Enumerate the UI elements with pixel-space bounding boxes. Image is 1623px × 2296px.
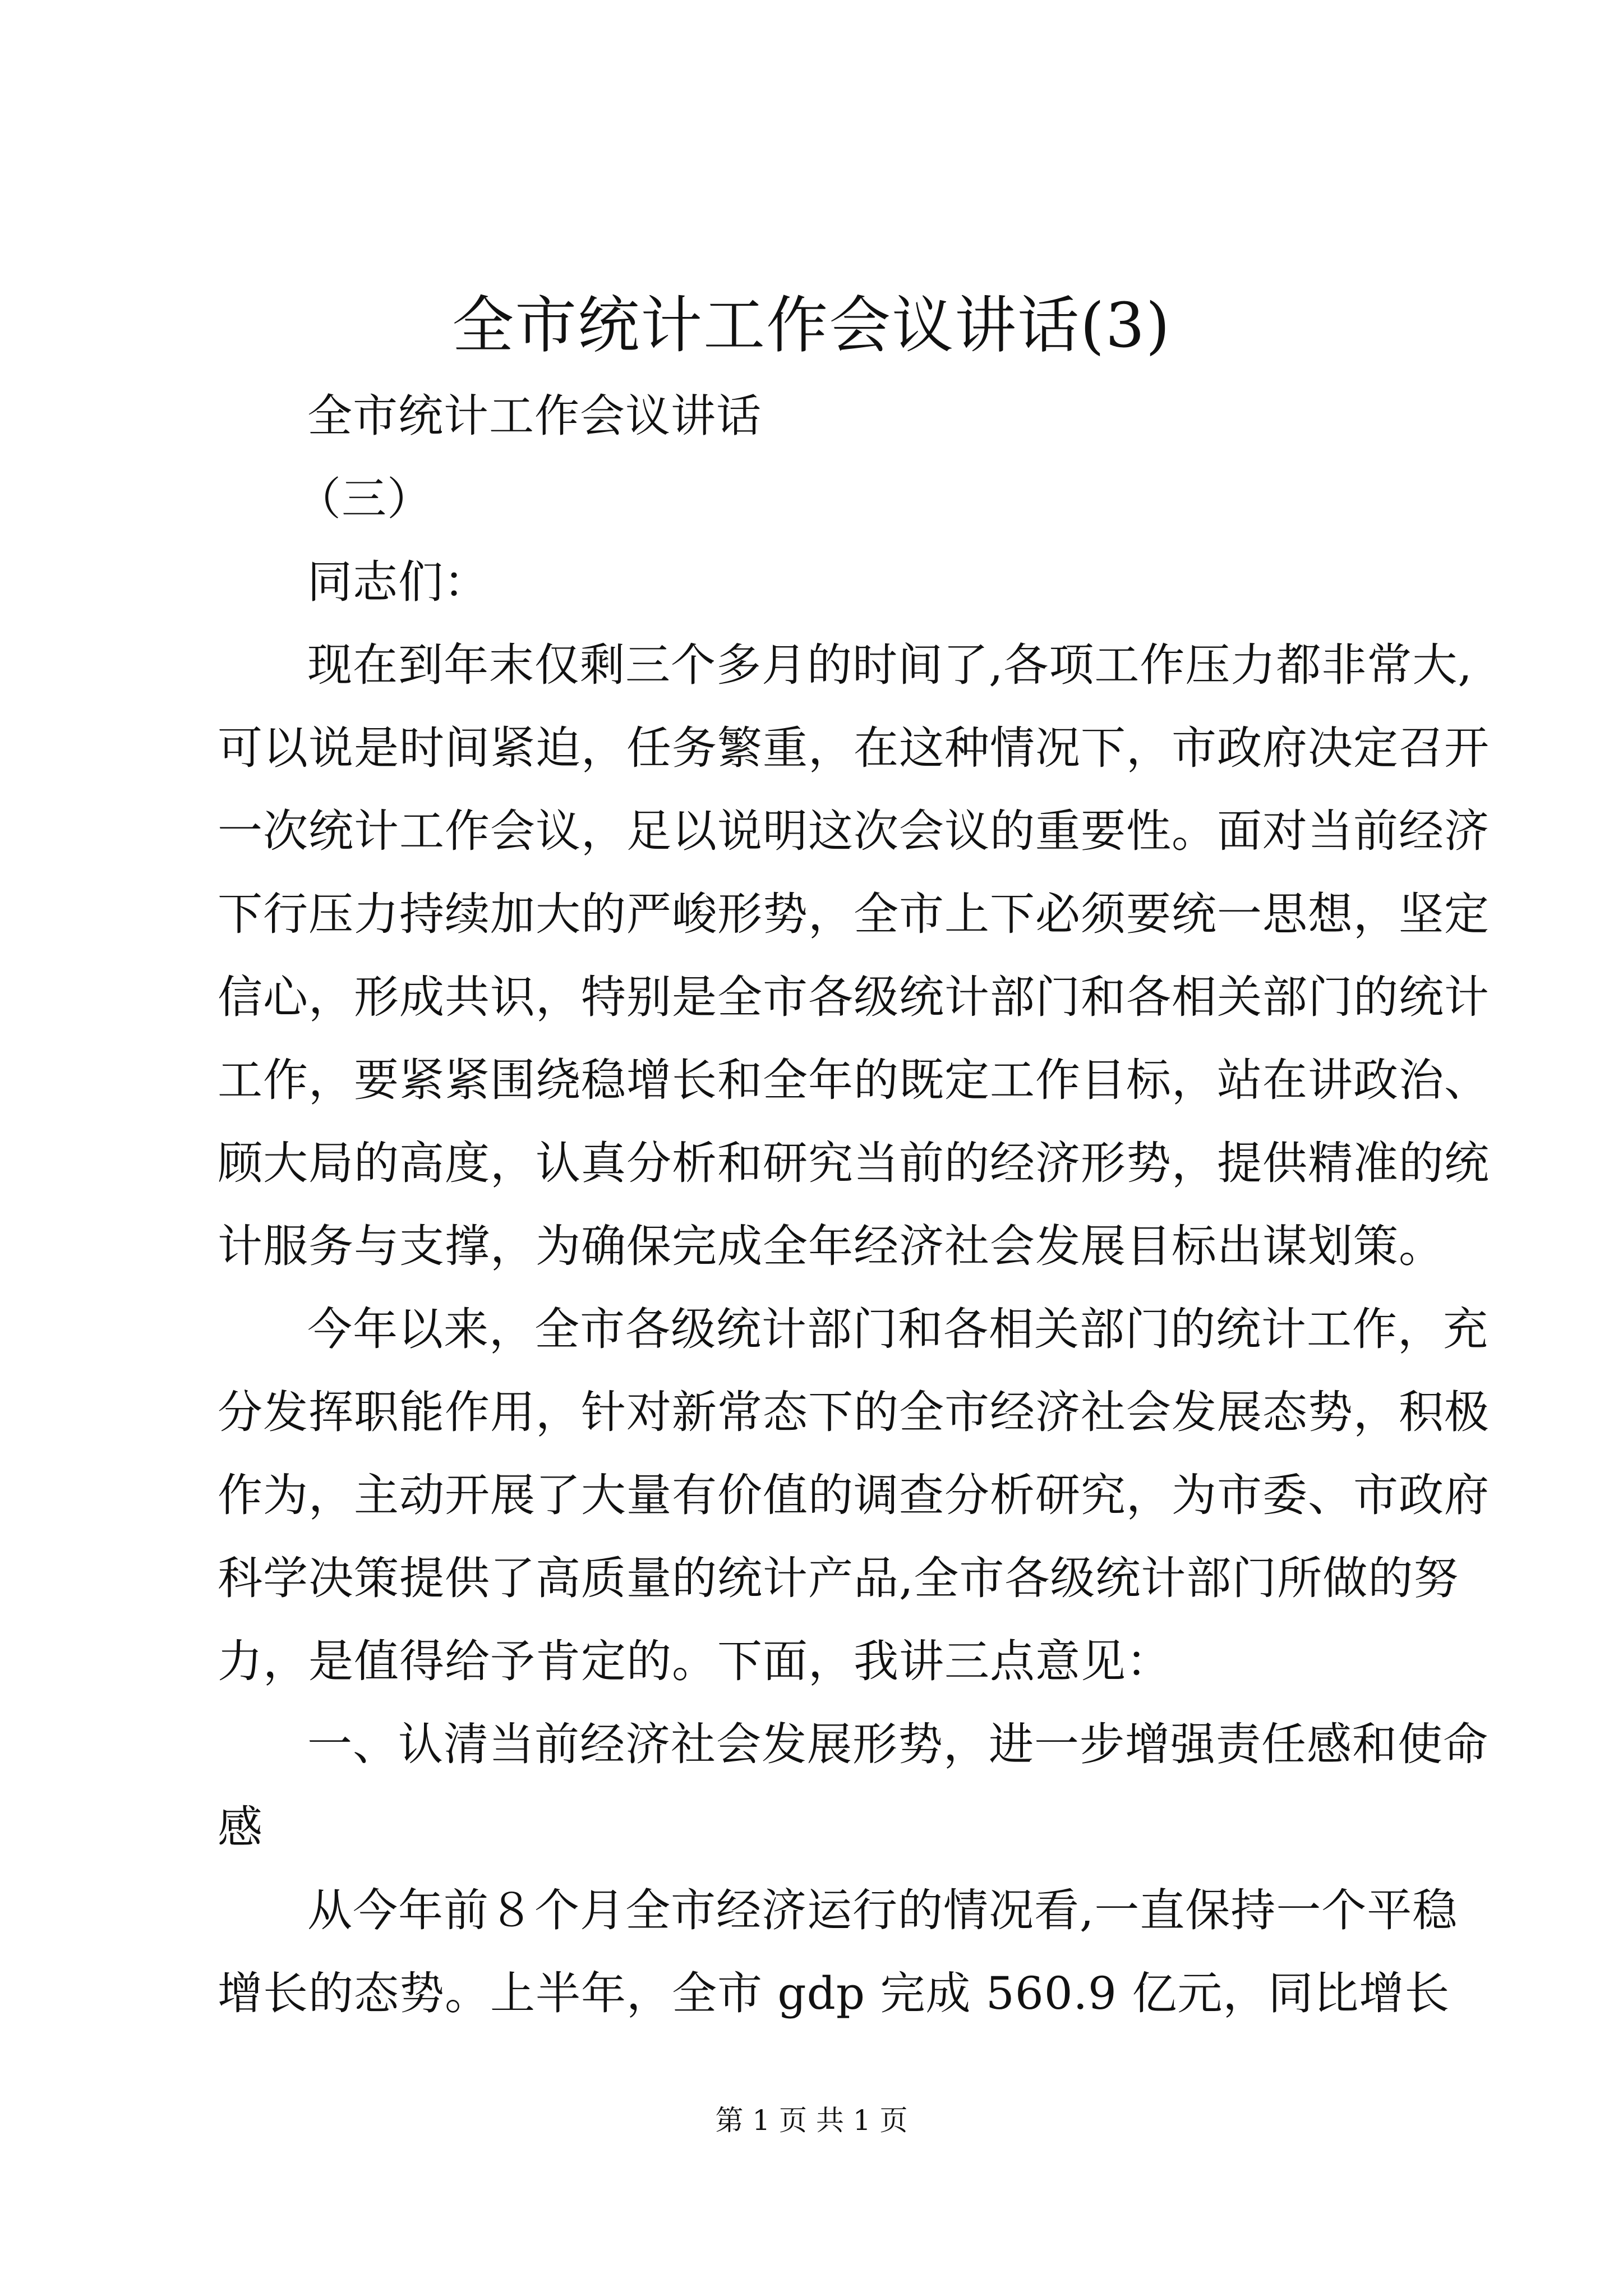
- salutation-line: 同志们：: [307, 556, 489, 608]
- paragraph-line: 从今年前８个月全市经济运行的情况看,一直保持一个平稳: [307, 1884, 1458, 1936]
- section-heading-line: 一、认清当前经济社会发展形势，进一步增强责任感和使命: [307, 1718, 1488, 1770]
- paragraph-line: 作为，主动开展了大量有价值的调查分析研究，为市委、市政府: [218, 1469, 1490, 1521]
- paragraph-line: 力，是值得给予肯定的。下面，我讲三点意见：: [218, 1635, 1172, 1687]
- paragraph-line: 顾大局的高度，认真分析和研究当前的经济形势，提供精准的统: [218, 1137, 1490, 1189]
- paragraph-line: 一次统计工作会议，足以说明这次会议的重要性。面对当前经济: [218, 805, 1490, 857]
- document-body: [218, 375, 1490, 2035]
- page-footer: 第 1 页 共 1 页: [715, 2104, 908, 2137]
- document-title: 全市统计工作会议讲话(3): [452, 289, 1171, 361]
- paragraph-line: 今年以来，全市各级统计部门和各相关部门的统计工作，充: [307, 1303, 1488, 1355]
- subtitle-line: 全市统计工作会议讲话: [307, 390, 762, 442]
- paragraph-line: 下行压力持续加大的严峻形势，全市上下必须要统一思想，坚定: [218, 888, 1490, 940]
- paragraph-line: 信心，形成共识，特别是全市各级统计部门和各相关部门的统计: [218, 971, 1490, 1023]
- section-number-line: （三）: [296, 473, 432, 525]
- paragraph-line: 科学决策提供了高质量的统计产品,全市各级统计部门所做的努: [218, 1552, 1459, 1604]
- paragraph-line: 可以说是时间紧迫，任务繁重，在这种情况下，市政府决定召开: [218, 722, 1490, 774]
- section-heading-line: 感: [218, 1801, 263, 1853]
- paragraph-line: 增长的态势。上半年，全市 gdp 完成 560.9 亿元，同比增长: [218, 1967, 1450, 2019]
- paragraph-line: 工作，要紧紧围绕稳增长和全年的既定工作目标，站在讲政治、: [218, 1054, 1490, 1106]
- paragraph-line: 分发挥职能作用，针对新常态下的全市经济社会发展态势，积极: [218, 1386, 1490, 1438]
- paragraph-line: 现在到年末仅剩三个多月的时间了,各项工作压力都非常大,: [307, 639, 1473, 691]
- paragraph-line: 计服务与支撑，为确保完成全年经济社会发展目标出谋划策。: [218, 1220, 1444, 1272]
